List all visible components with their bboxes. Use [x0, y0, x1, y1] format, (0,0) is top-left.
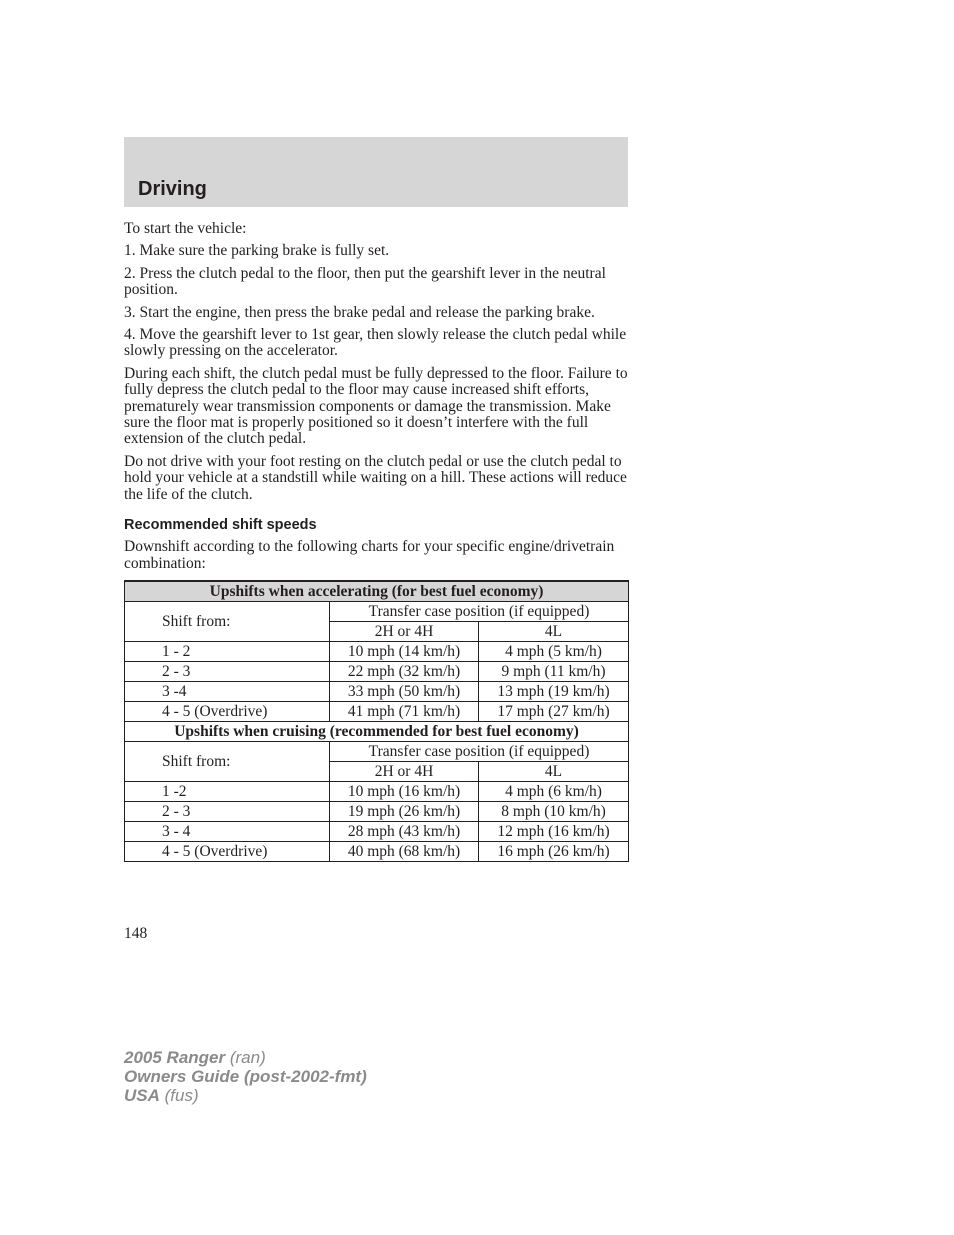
table-cell: 16 mph (26 km/h)	[479, 841, 629, 861]
shift-speeds-intro: Downshift according to the following charts for your specific engine/drivetrain combination:	[124, 538, 615, 572]
cruise-transfer-header: Transfer case position (if equipped)	[330, 741, 629, 761]
accel-table-title: Upshifts when accelerating (for best fuel economy)	[125, 581, 629, 602]
accel-transfer-header: Transfer case position (if equipped)	[330, 601, 629, 621]
table-cell: 4 - 5 (Overdrive)	[125, 701, 330, 721]
table-row	[125, 801, 629, 821]
section-header-band	[124, 137, 628, 207]
table-cell: 2 - 3	[125, 661, 330, 681]
page-number: 148	[124, 925, 148, 942]
table-cell: 12 mph (16 km/h)	[479, 821, 629, 841]
table-cell: 4 - 5 (Overdrive)	[125, 841, 330, 861]
body-content	[124, 221, 628, 862]
step-1: 1. Make sure the parking brake is fully set.	[124, 242, 390, 260]
table-cell: 10 mph (16 km/h)	[330, 781, 479, 801]
cruise-table-title: Upshifts when cruising (recommended for best fuel economy)	[125, 721, 629, 741]
table-cell: 2 - 3	[125, 801, 330, 821]
table-row	[125, 661, 629, 681]
footer-model: 2005 Ranger	[124, 1048, 226, 1067]
clutch-paragraph: During each shift, the clutch pedal must be fully depressed to the floor. Failure to fully depress the clutch pedal to the floor may cause increased shift efforts, prematurely wear transmission components or damage the transmission. Make sure the floor mat is properly positioned so it doesn’t interfere with the full extension of the clutch pedal.	[124, 364, 628, 448]
shift-speed-table	[124, 580, 629, 862]
footer-guide-name: Owners Guide (post-2002-fmt)	[124, 1067, 367, 1086]
table-row	[125, 781, 629, 801]
step-2: 2. Press the clutch pedal to the floor, then put the gearshift lever in the neutral position.	[124, 264, 606, 299]
table-cell: 10 mph (14 km/h)	[330, 641, 479, 661]
table-row	[125, 821, 629, 841]
footer-market-code: (fus)	[164, 1086, 199, 1105]
footer-market: USA	[124, 1086, 160, 1105]
table-row	[125, 641, 629, 661]
table-cell: 28 mph (43 km/h)	[330, 821, 479, 841]
shift-speeds-heading: Recommended shift speeds	[124, 517, 317, 534]
table-cell: 4 mph (5 km/h)	[479, 641, 629, 661]
table-cell: 17 mph (27 km/h)	[479, 701, 629, 721]
table-cell: 1 -2	[125, 781, 330, 801]
table-cell: 3 -4	[125, 681, 330, 701]
table-cell: 40 mph (68 km/h)	[330, 841, 479, 861]
table-cell: 8 mph (10 km/h)	[479, 801, 629, 821]
step-4: 4. Move the gearshift lever to 1st gear, then slowly release the clutch pedal while slowly pressing on the accelerator.	[124, 326, 627, 360]
table-cell: 13 mph (19 km/h)	[479, 681, 629, 701]
page-title: Driving	[138, 178, 207, 200]
table-cell: 3 - 4	[125, 821, 330, 841]
cruise-4l-header: 4L	[479, 761, 629, 781]
cruise-2h-header: 2H or 4H	[330, 761, 479, 781]
table-cell: 41 mph (71 km/h)	[330, 701, 479, 721]
step-3: 3. Start the engine, then press the brake pedal and release the parking brake.	[124, 303, 595, 321]
table-row	[125, 841, 629, 861]
clutch-warning-paragraph: Do not drive with your foot resting on the clutch pedal or use the clutch pedal to hold your vehicle at a standstill while waiting on a hill. These actions will reduce the life of the clutch.	[124, 452, 627, 503]
accel-shift-from-header: Shift from:	[125, 601, 330, 641]
document-footer	[124, 1048, 367, 1105]
table-cell: 33 mph (50 km/h)	[330, 681, 479, 701]
accel-4l-header: 4L	[479, 621, 629, 641]
footer-model-code: (ran)	[229, 1048, 266, 1067]
cruise-shift-from-header: Shift from:	[125, 741, 330, 781]
table-cell: 1 - 2	[125, 641, 330, 661]
footer-line-1	[124, 1048, 367, 1067]
intro-text: To start the vehicle:	[124, 220, 247, 237]
table-cell: 19 mph (26 km/h)	[330, 801, 479, 821]
footer-line-3	[124, 1086, 367, 1105]
table-row	[125, 681, 629, 701]
footer-line-2	[124, 1067, 367, 1086]
table-cell: 22 mph (32 km/h)	[330, 661, 479, 681]
table-cell: 4 mph (6 km/h)	[479, 781, 629, 801]
table-row	[125, 701, 629, 721]
table-cell: 9 mph (11 km/h)	[479, 661, 629, 681]
accel-2h-header: 2H or 4H	[330, 621, 479, 641]
